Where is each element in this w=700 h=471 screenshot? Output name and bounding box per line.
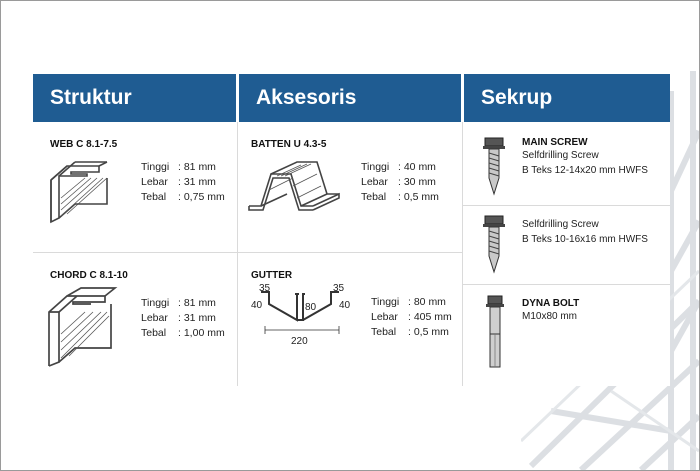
spec-list [141,160,225,205]
spec-label: Lebar [361,176,388,188]
product-line: M10x80 mm [522,311,578,322]
header-struktur: Struktur [33,74,236,122]
c-channel-icon [47,160,117,224]
gutter-dim-center: 80 [305,302,317,313]
spec-label: Tinggi [361,161,390,173]
spec-value: 31 mm [183,176,216,188]
batten-profile-icon [247,160,347,214]
gutter-dim-right-top: 35 [333,283,345,294]
dyna-bolt-icon [484,294,506,370]
spec-label: Lebar [371,311,398,323]
row-divider [462,205,670,206]
spec-colon: : [408,296,414,308]
spec-label: Tebal [141,327,167,339]
spec-colon: : [178,191,184,203]
spec-value: 40 mm [403,161,436,173]
c-channel-icon [45,286,119,370]
spec-value: 405 mm [413,311,452,323]
product-name: DYNA BOLT [522,298,580,309]
spec-colon: : [178,176,184,188]
row-divider [462,284,670,285]
spec-table [33,74,670,386]
spec-value: 30 mm [403,176,436,188]
spec-label: Lebar [141,176,168,188]
product-name: BATTEN U 4.3-5 [251,139,327,150]
column-divider [462,122,463,386]
spec-colon: : [178,297,184,309]
product-line: B Teks 10-16x16 mm HWFS [522,234,648,245]
gutter-dim-left-side: 40 [251,300,263,311]
spec-value: 81 mm [183,161,216,173]
product-line: B Teks 12-14x20 mm HWFS [522,165,648,176]
spec-list [371,295,452,340]
spec-value: 1,00 mm [183,327,225,339]
product-name: WEB C 8.1-7.5 [50,139,118,150]
header-sekrup: Sekrup [464,74,670,122]
gutter-dim-left-top: 35 [259,283,271,294]
spec-colon: : [408,311,414,323]
spec-colon: : [178,312,184,324]
spec-colon: : [398,161,404,173]
spec-label: Tebal [371,326,397,338]
spec-list [361,160,439,205]
product-line: Selfdrilling Screw [522,219,599,230]
product-name: MAIN SCREW [522,137,588,148]
spec-value: 0,5 mm [413,326,449,338]
spec-colon: : [398,191,404,203]
spec-list [141,296,225,341]
spec-colon: : [178,327,184,339]
spec-label: Tinggi [141,161,170,173]
spec-value: 81 mm [183,297,216,309]
gutter-dim-bottom: 220 [291,336,308,347]
column-divider [237,122,238,386]
product-name: GUTTER [251,270,293,281]
spec-label: Tebal [141,191,167,203]
spec-value: 0,5 mm [403,191,439,203]
product-line: Selfdrilling Screw [522,150,599,161]
screw-icon [481,136,507,198]
spec-label: Tinggi [371,296,400,308]
gutter-profile-icon [247,282,367,348]
spec-colon: : [398,176,404,188]
header-aksesoris: Aksesoris [239,74,461,122]
spec-label: Tebal [361,191,387,203]
spec-colon: : [408,326,414,338]
spec-value: 31 mm [183,312,216,324]
spec-colon: : [178,161,184,173]
screw-icon [481,214,507,276]
spec-label: Lebar [141,312,168,324]
spec-label: Tinggi [141,297,170,309]
spec-value: 80 mm [413,296,446,308]
spec-value: 0,75 mm [183,191,225,203]
product-name: CHORD C 8.1-10 [50,270,128,281]
gutter-dim-right-side: 40 [339,300,351,311]
row-divider [33,252,462,253]
